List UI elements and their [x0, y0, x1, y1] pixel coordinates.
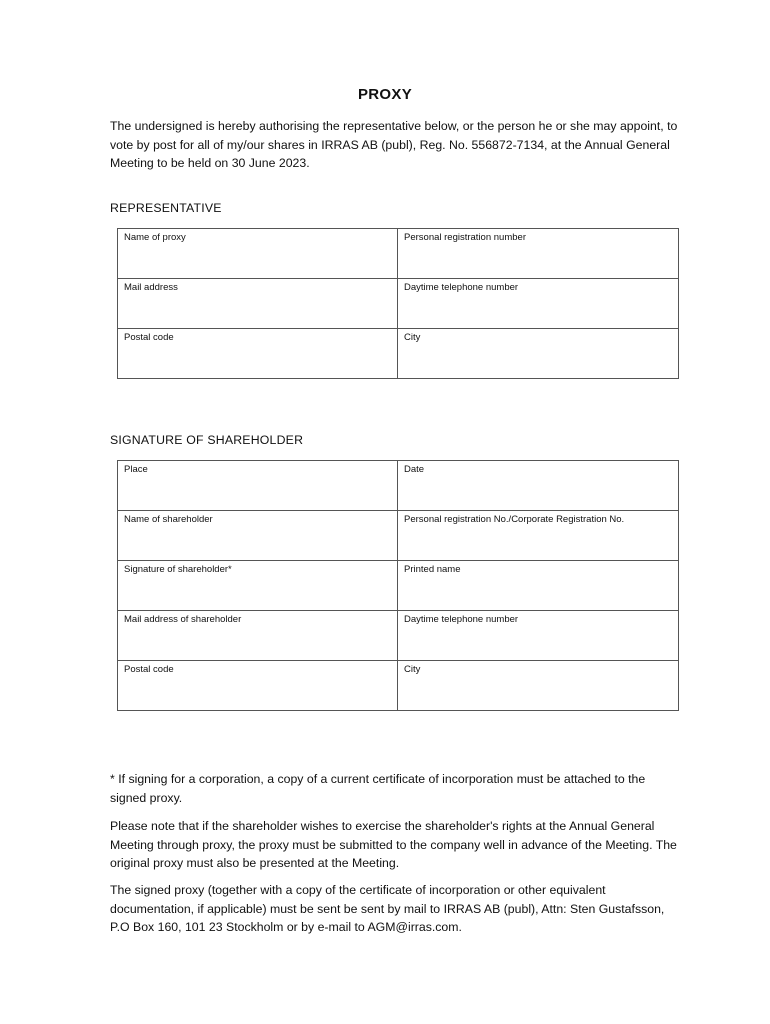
intro-paragraph: The undersigned is hereby authorising the representative below, or the person he or she may appoint, to vote by post for all of my/our shares in IRRAS AB (publ), Reg. No. 556872-7134, at the Annual General Meeting to be held on 30 June 2023.	[110, 119, 678, 170]
printed-name-field[interactable]: Printed name	[398, 561, 679, 611]
mail-address-field[interactable]: Mail address	[118, 279, 398, 329]
signature-heading: SIGNATURE OF SHAREHOLDER	[110, 433, 304, 447]
city-field[interactable]: City	[398, 329, 679, 379]
date-field[interactable]: Date	[398, 461, 679, 511]
representative-table	[117, 228, 679, 379]
name-of-proxy-field[interactable]: Name of proxy	[118, 229, 398, 279]
table-row	[118, 329, 679, 379]
place-field[interactable]: Place	[118, 461, 398, 511]
corporation-footnote: * If signing for a corporation, a copy of a current certificate of incorporation must be attached to the signed proxy.	[110, 772, 646, 805]
signature-table	[117, 460, 679, 711]
document-title: PROXY	[357, 86, 412, 103]
postal-code-field[interactable]: Postal code	[118, 329, 398, 379]
personal-registration-number-field[interactable]: Personal registration number	[398, 229, 679, 279]
table-row	[118, 661, 679, 711]
table-row	[118, 561, 679, 611]
table-row	[118, 279, 679, 329]
table-row	[118, 511, 679, 561]
table-row	[118, 461, 679, 511]
shareholder-mail-address-field[interactable]: Mail address of shareholder	[118, 611, 398, 661]
name-of-shareholder-field[interactable]: Name of shareholder	[118, 511, 398, 561]
table-row	[118, 229, 679, 279]
shareholder-telephone-field[interactable]: Daytime telephone number	[398, 611, 679, 661]
advance-submission-note: Please note that if the shareholder wishes to exercise the shareholder's rights at the Annual General Meeting through proxy, the proxy must be submitted to the company well in advance of the Meeting. The original proxy must also be presented at the Meeting.	[110, 819, 677, 870]
shareholder-city-field[interactable]: City	[398, 661, 679, 711]
signature-of-shareholder-field[interactable]: Signature of shareholder*	[118, 561, 398, 611]
shareholder-postal-code-field[interactable]: Postal code	[118, 661, 398, 711]
representative-heading: REPRESENTATIVE	[110, 201, 222, 215]
daytime-telephone-field[interactable]: Daytime telephone number	[398, 279, 679, 329]
registration-number-field[interactable]: Personal registration No./Corporate Registration No.	[398, 511, 679, 561]
table-row	[118, 611, 679, 661]
submission-instructions: The signed proxy (together with a copy of the certificate of incorporation or other equivalent documentation, if applicable) must be sent be sent by mail to IRRAS AB (publ), Attn: Sten Gustafsson, P.O Box 160, 101 23 Stockholm or by e-mail to AGM@irras.com.	[110, 883, 665, 934]
